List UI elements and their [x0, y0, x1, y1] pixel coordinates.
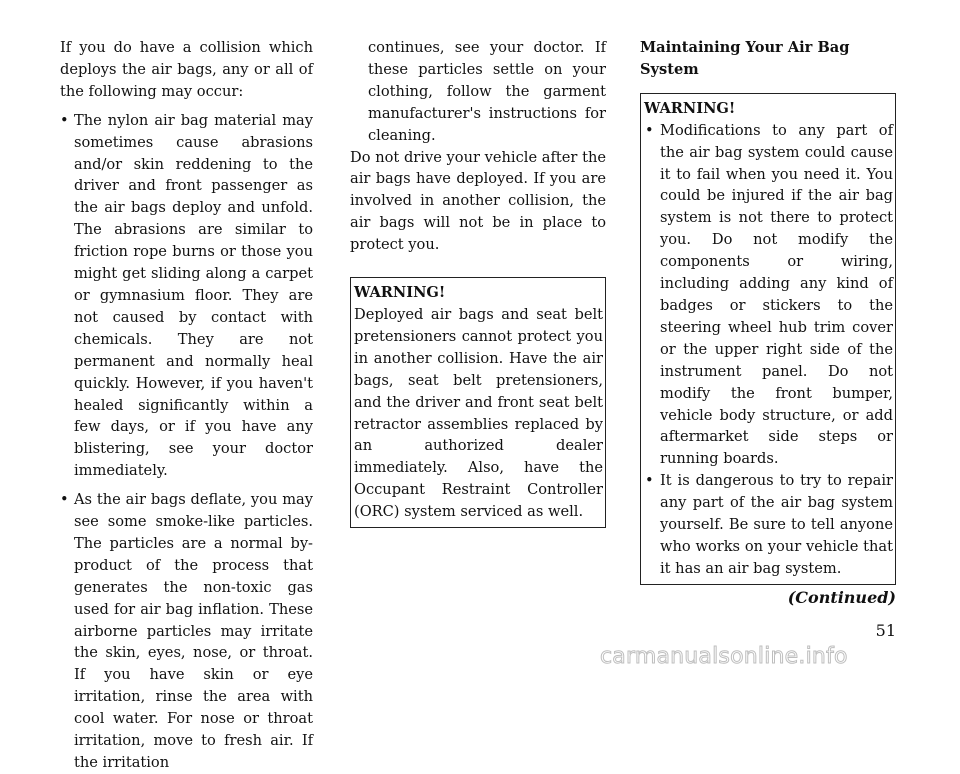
column-middle: [350, 37, 606, 528]
list-item-particles: • As the air bags deflate, you may see some smoke-like particles. The particles are a normal by-product of the process that generates the non-toxic gas used for air bag inflation. These airborne particles may irritate the skin, eyes, nose, or throat. If you have skin or eye irritation, rinse the area with cool water. For nose or throat irritation, move to fresh air. If the irritation: [60, 489, 313, 774]
list-item-modifications: • Modifications to any part of the air bag system could cause it to fail when you need it. You could be injured if the air bag system is not there to protect you. Do not modify the components or wiring, including adding any kind of badges or stickers to the steering wheel hub trim cover or the upper right side of the instrument panel. Do not modify the front bumper, vehicle body structure, or add aftermarket side steps or running boards.: [644, 120, 893, 471]
do-not-drive-paragraph: Do not drive your vehicle after the air bags have deployed. If you are involved in another collision, the air bags will not be in place to protect you.: [350, 148, 606, 254]
warning-box-deployed: [350, 277, 606, 528]
continued-label: (Continued): [787, 587, 896, 607]
intro-paragraph: If you do have a collision which deploys the air bags, any or all of the following may occur:: [60, 39, 313, 100]
warning-title: WARNING!: [644, 99, 736, 117]
warning-box-maintenance: [640, 93, 896, 585]
continued-paragraph: continues, see your doctor. If these particles settle on your clothing, follow the garment manufacturer's instructions for cleaning.: [368, 39, 606, 144]
column-left: [60, 37, 313, 774]
list-item-repair: • It is dangerous to try to repair any part of the air bag system yourself. Be sure to tell anyone who works on your vehicle that it has an air bag system.: [644, 470, 893, 580]
watermark: carmanualsonline.info: [600, 644, 848, 669]
warning-title: WARNING!: [354, 284, 446, 302]
page-number: 51: [875, 621, 896, 640]
warning-text: Deployed air bags and seat belt pretensioners cannot protect you in another collision. Have the air bags, seat belt pretensioners, and the driver and front seat belt retractor assemblies replaced by an authorized dealer immediately. Also, have the Occupant Restraint Controller (ORC) system serviced as well.: [354, 305, 603, 521]
section-heading: Maintaining Your Air Bag System: [640, 39, 850, 78]
warning-list: [644, 120, 893, 580]
list-item-abrasions: • The nylon air bag material may sometimes cause abrasions and/or skin reddening to the driver and front passenger as the air bags deploy and unfold. The abrasions are similar to friction rope burns or those you might get sliding along a carpet or gymnasium floor. They are not caused by contact with chemicals. They are not permanent and normally heal quickly. However, if you haven't healed significantly within a few days, or if you have any blistering, see your doctor immediately.: [60, 110, 313, 482]
effects-list: [60, 110, 313, 774]
column-right: [640, 37, 896, 609]
